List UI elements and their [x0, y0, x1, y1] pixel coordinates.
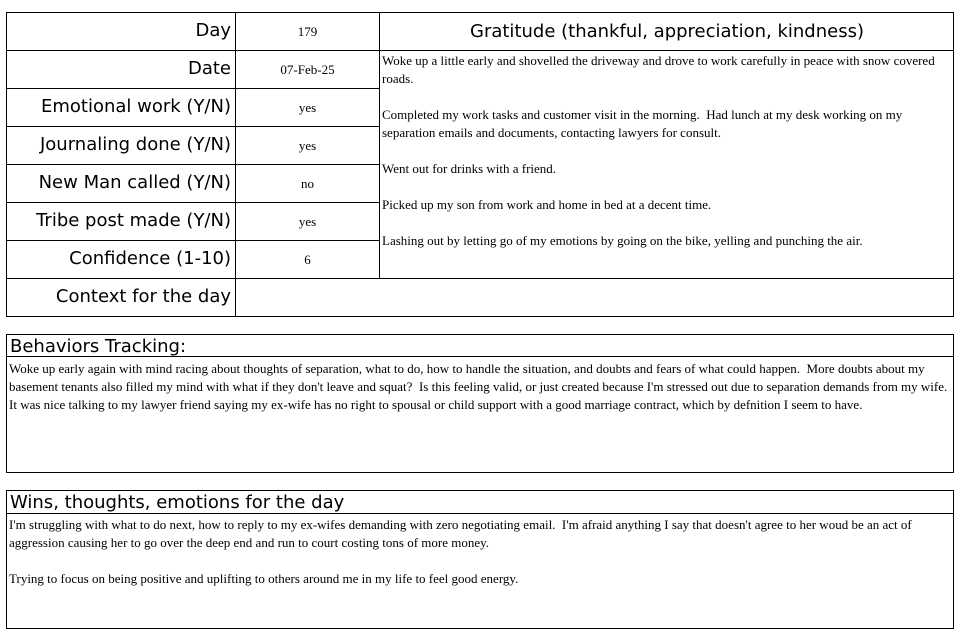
label-cell-new-man-called — [6, 164, 235, 202]
label-cell-date — [6, 50, 235, 88]
emotional-work-label: Emotional work (Y/N) — [40, 96, 231, 117]
wins-entry: Trying to focus on being positive and uplifting to others around me in my life to feel good energy. — [9, 571, 519, 586]
behaviors-title: Behaviors Tracking: — [10, 336, 187, 357]
gratitude-title: Gratitude (thankful, appreciation, kindness) — [470, 21, 864, 42]
journaling-value[interactable]: yes — [298, 138, 317, 153]
wins-title: Wins, thoughts, emotions for the day — [10, 492, 345, 513]
label-cell-tribe-post — [6, 202, 235, 240]
context-label: Context for the day — [55, 286, 231, 307]
behaviors-text[interactable]: Woke up early again with mind racing about thoughts of separation, what to do, how to handle the situation, and doubts and fears of what could happen. More doubts about my basement tenants also filled my mind with what if they don't leave and squat? Is this feeling valid, or just created because I'm stressed out due to separation demands from my wife. It was nice talking to my lawyer friend saying my ex-wife has no right to spousal or child support with a good marriage contract, which by defnition I seem to have. — [9, 361, 954, 412]
label-cell-emotional-work — [6, 88, 235, 126]
journaling-label: Journaling done (Y/N) — [39, 134, 231, 155]
tribe-post-value[interactable]: yes — [298, 214, 317, 229]
value-column-divider — [379, 12, 380, 278]
gratitude-header-divider — [379, 50, 954, 51]
label-cell-confidence — [6, 240, 235, 278]
gratitude-entry: Woke up a little early and shovelled the driveway and drove to work carefully in peace with snow covered roads. — [382, 53, 938, 86]
new-man-called-label: New Man called (Y/N) — [38, 172, 231, 193]
emotional-work-value[interactable]: yes — [298, 100, 317, 115]
wins-entry: I'm struggling with what to do next, how to reply to my ex-wifes demanding with zero negotiating email. I'm afraid anything I say that doesn't agree to her woud be an act of aggression causing her to go over the deep end and run to court costing tons of more money. — [9, 517, 915, 550]
confidence-label: Confidence (1-10) — [69, 248, 231, 269]
label-cell-journaling — [6, 126, 235, 164]
date-value[interactable]: 07-Feb-25 — [280, 62, 335, 77]
tribe-post-label: Tribe post made (Y/N) — [36, 210, 231, 231]
date-label: Date — [187, 58, 231, 79]
gratitude-entry: Went out for drinks with a friend. — [382, 161, 557, 176]
gratitude-entry: Completed my work tasks and customer visit in the morning. Had lunch at my desk working on my separation emails and documents, contacting lawyers for consult. — [382, 107, 906, 140]
label-cell-context — [6, 278, 235, 316]
label-cell-day — [6, 12, 235, 50]
confidence-value[interactable]: 6 — [304, 252, 311, 267]
new-man-called-value[interactable]: no — [301, 176, 314, 191]
day-label: Day — [195, 20, 231, 41]
gratitude-entry: Picked up my son from work and home in bed at a decent time. — [382, 197, 712, 212]
day-value[interactable]: 179 — [297, 24, 318, 39]
gratitude-entry: Lashing out by letting go of my emotions by going on the bike, yelling and punching the air. — [382, 233, 863, 248]
wins-header-divider — [6, 513, 954, 514]
